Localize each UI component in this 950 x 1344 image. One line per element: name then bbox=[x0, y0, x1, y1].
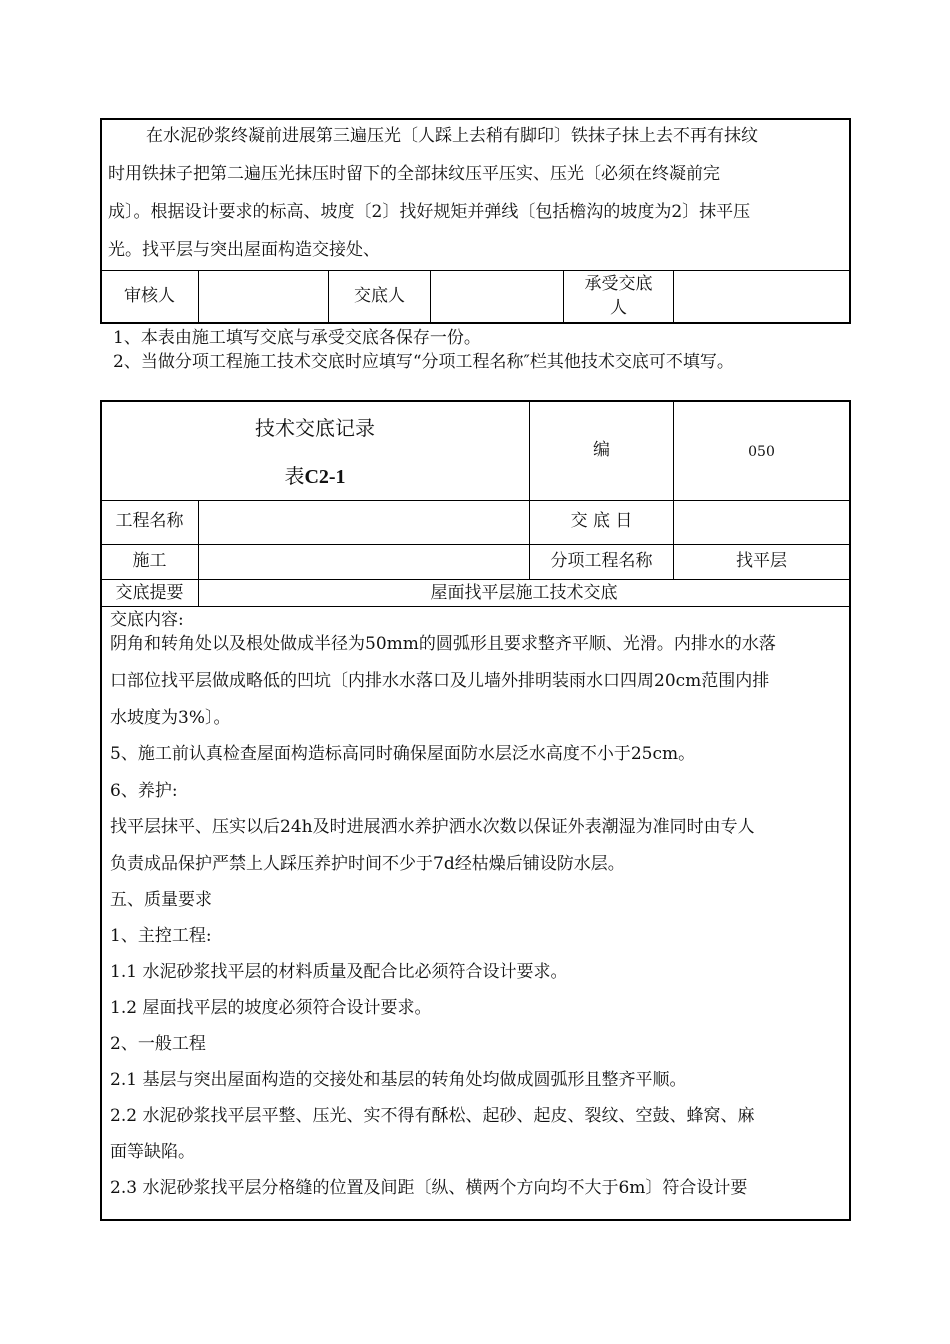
content-line-7: 负责成品保护严禁上人踩压养护时间不少于7d经枯燥后铺设防水层。 bbox=[110, 854, 625, 874]
continued-line-2: 时用铁抹子把第二遍压光抹压时留下的全部抹纹压平压实、压光〔必须在终凝前完 bbox=[108, 164, 720, 184]
content-line-9: 1、主控工程: bbox=[110, 926, 212, 946]
form-title: 技术交底记录 bbox=[255, 416, 375, 440]
content-line-12: 2、一般工程 bbox=[110, 1034, 206, 1054]
continued-line-1: 在水泥砂浆终凝前进展第三遍压光〔人踩上去稍有脚印〕铁抹子抹上去不再有抹纹 bbox=[146, 126, 758, 146]
reviewer-label: 审核人 bbox=[124, 286, 175, 306]
summary-value: 屋面找平层施工技术交底 bbox=[430, 583, 618, 603]
content-line-16: 2.3 水泥砂浆找平层分格缝的位置及间距〔纵、横两个方向均不大于6m〕符合设计要 bbox=[110, 1178, 748, 1198]
row-rule-4 bbox=[101, 606, 849, 607]
disclosure-form bbox=[100, 400, 851, 1221]
content-line-8: 五、质量要求 bbox=[110, 890, 212, 910]
receiver-label-line2: 人 bbox=[610, 298, 627, 318]
table-code: C2-1 bbox=[304, 466, 346, 488]
row-rule-1 bbox=[101, 500, 849, 501]
summary-label: 交底提要 bbox=[115, 583, 184, 603]
discloser-label: 交底人 bbox=[354, 286, 405, 306]
form-table-code bbox=[101, 466, 529, 487]
note-2: 2、当做分项工程施工技术交底时应填写“分项工程名称″栏其他技术交底可不填写。 bbox=[113, 352, 734, 372]
content-line-1: 阴角和转角处以及根处做成半径为50mm的圆弧形且要求整齐平顺、光滑。内排水的水落 bbox=[110, 634, 776, 654]
row-rule-2 bbox=[101, 544, 849, 545]
sub-project-label: 分项工程名称 bbox=[550, 551, 653, 571]
receiver-label-line1: 承受交底 bbox=[584, 274, 653, 294]
signature-divider-5 bbox=[673, 270, 674, 322]
construction-label: 施工 bbox=[132, 551, 167, 571]
continued-line-3: 成〕。根据设计要求的标高、坡度〔2〕找好规矩并弹线〔包括檐沟的坡度为2〕抹平压 bbox=[108, 202, 751, 222]
project-name-label: 工程名称 bbox=[115, 511, 184, 531]
table-prefix: 表 bbox=[284, 464, 305, 488]
continued-line-4: 光。找平层与突出屋面构造交接处、 bbox=[108, 240, 380, 260]
content-line-15: 面等缺陷。 bbox=[110, 1142, 195, 1162]
content-line-10: 1.1 水泥砂浆找平层的材料质量及配合比必须符合设计要求。 bbox=[110, 962, 568, 982]
content-line-3: 水坡度为3%〕。 bbox=[110, 708, 231, 728]
content-line-14: 2.2 水泥砂浆找平层平整、压光、实不得有酥松、起砂、起皮、裂纹、空鼓、蜂窝、麻 bbox=[110, 1106, 755, 1126]
note-1: 1、本表由施工填写交底与承受交底各保存一份。 bbox=[113, 328, 481, 348]
signature-row-top-rule bbox=[101, 270, 849, 271]
content-line-4: 5、施工前认真检查屋面构造标高同时确保屋面防水层泛水高度不小于25cm。 bbox=[110, 744, 696, 764]
sub-project-value: 找平层 bbox=[736, 551, 787, 571]
date-label: 交 底 日 bbox=[570, 511, 633, 531]
content-line-11: 1.2 屋面找平层的坡度必须符合设计要求。 bbox=[110, 998, 432, 1018]
content-line-6: 找平层抹平、压实以后24h及时进展洒水养护洒水次数以保证外表潮湿为准同时由专人 bbox=[110, 817, 755, 837]
number-value: 050 bbox=[748, 444, 775, 460]
content-line-13: 2.1 基层与突出屋面构造的交接处和基层的转角处均做成圆弧形且整齐平顺。 bbox=[110, 1070, 687, 1090]
content-line-5: 6、养护: bbox=[110, 781, 178, 801]
row-rule-3 bbox=[101, 579, 849, 580]
content-line-2: 口部位找平层做成略低的凹坑〔内排水水落口及儿墙外排明装雨水口四周20cm范围内排 bbox=[110, 671, 770, 691]
signature-divider-3 bbox=[430, 270, 431, 322]
content-label: 交底内容: bbox=[110, 610, 184, 630]
signature-divider-1 bbox=[198, 270, 199, 322]
number-label: 编 bbox=[593, 440, 610, 460]
